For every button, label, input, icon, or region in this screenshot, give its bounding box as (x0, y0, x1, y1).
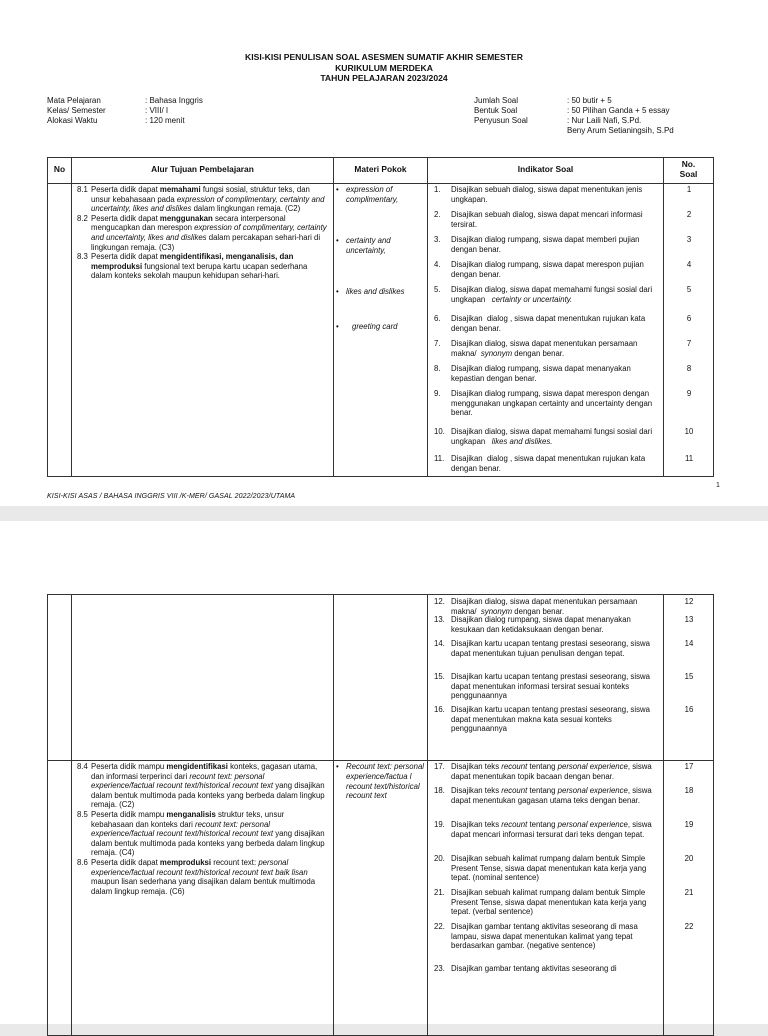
header-no: No (53, 163, 66, 174)
soal-number: 1 (686, 185, 692, 194)
soal-number: 9 (686, 389, 692, 398)
indikator-text: Disajikan dialog, siswa dapat menentukan persamaan makna/ synonym dengan benar. (451, 339, 638, 358)
materi-text: expression of complimentary, (346, 185, 399, 204)
header-no-soal-line-1: No. (681, 159, 696, 169)
document-page-2 (0, 521, 768, 1024)
header-indikator-soal: Indikator Soal (517, 163, 574, 174)
meta-key: Bentuk Soal (474, 106, 518, 115)
indikator-item (434, 454, 660, 473)
indikator-text: Disajikan kartu ucapan tentang prestasi seseorang, siswa dapat menentukan tujuan penulisan dengan tepat. (451, 639, 650, 658)
indikator-number: 3. (434, 235, 441, 244)
soal-number: 11 (684, 454, 694, 463)
tujuan-pembelajaran-item (77, 810, 327, 858)
indikator-item (434, 260, 660, 279)
indikator-number: 23. (434, 964, 445, 973)
tujuan-text: Peserta didik dapat mengidentifikasi, menganalisis, dan memproduksi fungsional text berupa kartu ucapan sederhana dalam konteks sekolah maupun kehidupan sehari-hari. (91, 252, 308, 281)
tujuan-code: 8.3 (77, 252, 88, 262)
tujuan-pembelajaran-item (77, 252, 327, 281)
materi-text: Recount text: personal experience/factua l recount text/historical recount text (346, 762, 425, 801)
tujuan-text: Peserta didik dapat menggunakan secara interpersonal mengucapkan dan merespon expression of complimentary, certainty and uncertainty, likes and dislikes dalam percakapan sehari-hari di lingkungan remaja. (C3) (91, 213, 327, 252)
indikator-text: Disajikan kartu ucapan tentang prestasi seseorang, siswa dapat menentukan makna kata sesuai konteks penggunaannya (451, 705, 650, 734)
indikator-item (434, 314, 660, 333)
document-title (0, 52, 768, 84)
title-line-1: KISI-KISI PENULISAN SOAL ASESMEN SUMATIF AKHIR SEMESTER (245, 52, 523, 62)
tujuan-text: Peserta didik mampu menganalisis struktur teks, unsur kebahasaan dan konteks dari recount text: personal experience/factual recount text/historical recount text yang disajikan dalam bentuk multimoda pada konteks yang berbeda dalam lingkup remaja. (C4) (91, 809, 325, 858)
page-footer: KISI-KISI ASAS / BAHASA INGGRIS VIII /K-MER/ GASAL 2022/2023/UTAMA (47, 493, 296, 500)
indikator-item (434, 427, 660, 446)
soal-number: 21 (684, 888, 694, 897)
meta-right (474, 96, 674, 136)
indikator-number: 17. (434, 762, 445, 771)
indikator-text: Disajikan dialog rumpang, siswa dapat merespon dengan menggunakan ungkapan certainty and uncertainty dengan benar. (451, 389, 653, 418)
soal-number: 8 (686, 364, 692, 373)
indikator-text: Disajikan dialog , siswa dapat menentukan rujukan kata dengan benar. (451, 314, 646, 333)
indikator-number: 22. (434, 922, 445, 931)
meta-value-extra: Beny Arum Setianingsih, S.Pd (567, 126, 674, 135)
indikator-text: Disajikan dialog, siswa dapat memahami fungsi sosial dari ungkapan likes and dislikes. (451, 427, 653, 446)
indikator-text: Disajikan dialog, siswa dapat memahami fungsi sosial dari ungkapan certainty or uncertainty. (451, 285, 653, 304)
indikator-number: 8. (434, 364, 441, 373)
indikator-item (434, 185, 660, 204)
indikator-item (434, 888, 660, 917)
materi-item: • likes and dislikes (336, 287, 405, 296)
materi-item: • greeting card (336, 322, 398, 331)
soal-number: 16 (684, 705, 694, 714)
indikator-item (434, 235, 660, 254)
indikator-number: 1. (434, 185, 441, 194)
materi-text: likes and dislikes (346, 287, 405, 296)
indikator-item (434, 786, 660, 805)
indikator-item (434, 964, 660, 974)
tujuan-code: 8.2 (77, 213, 88, 223)
meta-value: : Bahasa Inggris (145, 96, 203, 105)
indikator-item (434, 705, 660, 734)
indikator-item (434, 854, 660, 883)
tujuan-pembelajaran-item (77, 762, 327, 810)
indikator-text: Disajikan gambar tentang aktivitas seseorang di masa lampau, siswa dapat menentukan kalimat yang tepat berdasarkan gambar. (negative sentence) (451, 922, 638, 951)
indikator-text: Disajikan gambar tentang aktivitas seseorang di (451, 964, 617, 973)
indikator-number: 21. (434, 888, 445, 897)
indikator-number: 20. (434, 854, 445, 863)
meta-value: : Nur Laili Nafi, S.Pd. (567, 116, 642, 125)
indikator-number: 6. (434, 314, 441, 323)
indikator-item (434, 639, 660, 658)
soal-number: 4 (686, 260, 692, 269)
soal-number: 12 (684, 597, 694, 606)
soal-number: 20 (684, 854, 694, 863)
indikator-number: 2. (434, 210, 441, 219)
title-line-3: TAHUN PELAJARAN 2023/2024 (320, 73, 448, 83)
indikator-text: Disajikan teks recount tentang personal experience, siswa dapat menentukan gagasan utama teks dengan benar. (451, 786, 652, 805)
indikator-number: 5. (434, 285, 441, 294)
tujuan-text: Peserta didik mampu mengidentifikasi konteks, gagasan utama, dan informasi terperinci dari recount text: personal experience/factual recount text/historical recount text yang disajikan dalam bentuk multimoda pada konteks yang berbeda dalam lingkup remaja. (C2) (91, 762, 325, 810)
materi-text: greeting card (352, 322, 398, 331)
meta-value: : 50 butir + 5 (567, 96, 612, 105)
header-materi-pokok: Materi Pokok (354, 163, 407, 174)
materi-text: certainty and uncertainty, (346, 236, 391, 255)
meta-key: Jumlah Soal (474, 96, 519, 105)
indikator-text: Disajikan kartu ucapan tentang prestasi seseorang, siswa dapat menentukan informasi tersirat sesuai konteks penggunaannya (451, 672, 650, 701)
soal-number: 22 (684, 922, 694, 931)
indikator-item (434, 762, 660, 781)
alur-tujuan-cell (77, 762, 327, 896)
meta-key: Kelas/ Semester (47, 106, 106, 115)
meta-key: Mata Pelajaran (47, 96, 101, 105)
materi-item: • Recount text: personal experience/factua l recount text/historical recount text (336, 762, 425, 801)
tujuan-code: 8.4 (77, 762, 88, 771)
indikator-number: 12. (434, 597, 445, 606)
kisi-kisi-table-page-2 (47, 594, 714, 1036)
meta-key: Penyusun Soal (474, 116, 528, 125)
indikator-item (434, 672, 660, 701)
meta-value: : VIII/ I (145, 106, 169, 115)
soal-number: 3 (686, 235, 692, 244)
header-alur-tujuan: Alur Tujuan Pembelajaran (151, 163, 254, 174)
soal-number: 10 (684, 427, 694, 436)
page-number: 1 (716, 482, 720, 489)
tujuan-code: 8.1 (77, 185, 88, 194)
indikator-text: Disajikan dialog, siswa dapat menentukan persamaan makna/ synonym dengan benar. (451, 597, 638, 616)
indikator-text: Disajikan dialog rumpang, siswa dapat menanyakan kepastian dengan benar. (451, 364, 631, 383)
soal-number: 18 (684, 786, 694, 795)
indikator-item (434, 285, 660, 304)
indikator-item (434, 389, 660, 418)
indikator-number: 13. (434, 615, 445, 624)
soal-number: 15 (684, 672, 694, 681)
tujuan-pembelajaran-item (77, 185, 327, 214)
soal-number: 19 (684, 820, 694, 829)
soal-number: 13 (684, 615, 694, 624)
document-page-1 (0, 0, 768, 506)
materi-item: • certainty and uncertainty, (336, 236, 391, 255)
indikator-number: 18. (434, 786, 445, 795)
soal-number: 2 (686, 210, 692, 219)
indikator-number: 19. (434, 820, 445, 829)
indikator-text: Disajikan sebuah kalimat rumpang dalam bentuk Simple Present Tense, siswa dapat menentukan kata kerja yang tepat. (nominal sentence) (451, 854, 647, 883)
tujuan-pembelajaran-item (77, 858, 327, 896)
kisi-kisi-table-page-1 (47, 157, 714, 477)
soal-number: 6 (686, 314, 692, 323)
indikator-item (434, 597, 660, 616)
soal-number: 17 (684, 762, 694, 771)
indikator-text: Disajikan teks recount tentang personal experience, siswa dapat mencari informasi tersurat dari teks dengan tepat. (451, 820, 652, 839)
meta-value: : 120 menit (145, 116, 185, 125)
soal-number: 5 (686, 285, 692, 294)
title-line-2: KURIKULUM MERDEKA (335, 62, 433, 73)
materi-item: • expression of complimentary, (336, 185, 399, 204)
indikator-text: Disajikan dialog , siswa dapat menentukan rujukan kata dengan benar. (451, 454, 646, 473)
indikator-item (434, 615, 660, 634)
meta-value: : 50 Pilihan Ganda + 5 essay (567, 106, 670, 115)
indikator-number: 16. (434, 705, 445, 714)
indikator-number: 10. (434, 427, 445, 436)
meta-key: Alokasi Waktu (47, 116, 98, 125)
header-no-soal (664, 158, 713, 181)
tujuan-code: 8.6 (77, 857, 88, 867)
indikator-text: Disajikan dialog rumpang, siswa dapat memberi pujian dengan benar. (451, 235, 640, 254)
header-no-soal-line-2: Soal (679, 168, 698, 179)
tujuan-code: 8.5 (77, 809, 88, 819)
indikator-text: Disajikan sebuah dialog, siswa dapat mencari informasi tersirat. (451, 210, 643, 229)
indikator-item (434, 339, 660, 358)
indikator-number: 11. (434, 454, 445, 463)
tujuan-text: Peserta didik dapat memahami fungsi sosial, struktur teks, dan unsur kebahasaan pada expression of complimentary, certainty and uncertainty, likes and dislikes dalam lingkungan remaja. (C2) (91, 185, 325, 214)
indikator-text: Disajikan teks recount tentang personal experience, siswa dapat menentukan topik bacaan dengan benar. (451, 762, 652, 781)
indikator-item (434, 364, 660, 383)
indikator-item (434, 210, 660, 229)
indikator-text: Disajikan dialog rumpang, siswa dapat menanyakan kesukaan dan ketidaksukaan dengan benar. (451, 615, 631, 634)
indikator-number: 15. (434, 672, 445, 681)
indikator-text: Disajikan dialog rumpang, siswa dapat merespon pujian dengan benar. (451, 260, 644, 279)
indikator-number: 7. (434, 339, 441, 348)
soal-number: 7 (686, 339, 692, 348)
indikator-text: Disajikan sebuah kalimat rumpang dalam bentuk Simple Present Tense, siswa dapat menentukan kata kerja yang tepat. (verbal sentence) (451, 888, 647, 917)
indikator-item (434, 922, 660, 951)
indikator-item (434, 820, 660, 839)
indikator-number: 4. (434, 260, 441, 269)
meta-left (47, 96, 203, 126)
alur-tujuan-cell (77, 185, 327, 281)
indikator-number: 14. (434, 639, 445, 648)
tujuan-text: Peserta didik dapat memproduksi recount text: personal experience/factual recount text/historical recount text baik lisan maupun lisan sederhana yang disajikan dalam bentuk multimoda dalam lingkup remaja. (C6) (91, 857, 316, 896)
soal-number: 14 (684, 639, 694, 648)
indikator-text: Disajikan sebuah dialog, siswa dapat menentukan jenis ungkapan. (451, 185, 643, 204)
indikator-number: 9. (434, 389, 441, 398)
tujuan-pembelajaran-item (77, 214, 327, 252)
